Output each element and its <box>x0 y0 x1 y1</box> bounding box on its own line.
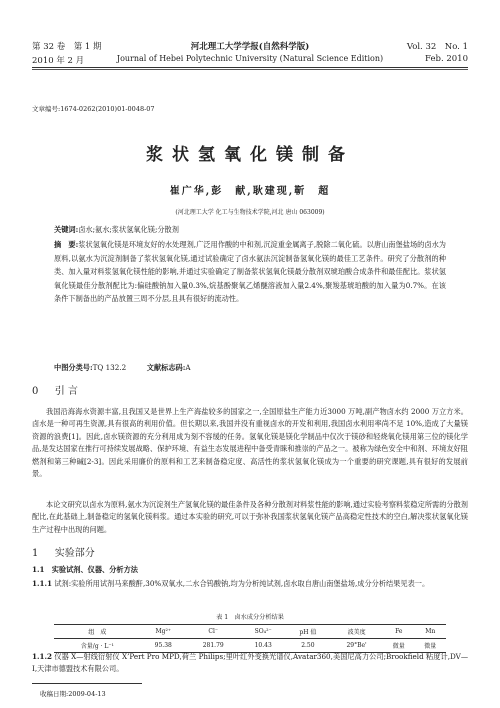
table-header-cell: Mn <box>415 625 446 639</box>
table-cell: 10.43 <box>241 639 286 653</box>
subsection-1-1-1-label: 1.1.1 <box>32 579 53 588</box>
section-0-heading <box>32 382 78 397</box>
table-header-cell: 波美度 <box>330 625 383 639</box>
section-0-number: 0 <box>32 386 39 397</box>
table-cell: 2.50 <box>286 639 330 653</box>
date-en: Feb. 2010 <box>425 54 468 64</box>
table-cell: 281.79 <box>186 639 241 653</box>
abstract-text: 浆状氢氧化镁是环境友好的水处理剂,广泛用作酸的中和剂,沉淀重金属离子,脱除二氧化硫。以唐山南堡盐场的卤水为原料,以氨水为沉淀剂制备了浆状氢氧化镁,通过试验确定了卤水氨法沉淀制备氢氧化镁的最佳工艺条件。研究了分散剂的种类、加入量对料浆氢氧化镁性能的影响,并通过实验确定了制备浆状氢氧化镁最分散剂双琥珀酸合成条件和最佳配比。浆状氢氧化镁最佳分散剂配比为:偏硅酸钠加入量0.3%,烷基酚聚氧乙烯醚溶液加入量2.4%,聚羧基琥珀酸的加入量为0.7%。在该条件下制备出的产品放置三周不分层,且具有很好的流动性。 <box>54 240 446 304</box>
received-date: 收稿日期:2009-04-13 <box>40 690 106 698</box>
intro-paragraph-2: 本论文研究以卤水为原料,氨水为沉淀剂生产氢氧化镁的最佳条件及各种分散剂对料浆性能的影响,通过实验考察料浆稳定所需的分散剂配比,在此基础上,制备稳定的氢氧化镁料浆。通过本实验的研究,可以于弥补我国浆状氢氧化镁产品高稳定性技术的空白,解决浆状氢氧化镁生产过程中出现的问题。 <box>32 500 468 534</box>
subsection-1-1-1 <box>32 578 468 590</box>
table-cell: 微量 <box>415 639 446 653</box>
header-rule-thin <box>32 69 468 70</box>
subsection-1-1-2-label: 1.1.2 <box>32 652 53 661</box>
section-1-heading <box>32 544 95 559</box>
journal-title-cn: 河北理工大学学报(自然科学版) <box>190 42 310 52</box>
table-header-cell: Mg²⁺ <box>141 625 186 639</box>
table-cell: 含量/g · L⁻¹ <box>54 639 141 653</box>
clc-label: 中图分类号: <box>54 363 93 372</box>
table-cell: 微量 <box>383 639 414 653</box>
header-rule <box>32 67 468 68</box>
table-cell: 29°Be' <box>330 639 383 653</box>
table-header-row <box>54 625 446 639</box>
doc-code-label: 文献标志码: <box>146 363 186 372</box>
abstract-label: 摘 要: <box>54 240 79 249</box>
article-number: 文章编号:1674-0262(2010)01-0048-07 <box>32 105 155 113</box>
table-1 <box>54 624 446 653</box>
doc-code-value: A <box>185 363 191 372</box>
intro-paragraph-1: 我国沿海海水资源丰富,且我国又是世界上生产海盐较多的国家之一,全国原盐生产能力近3000 万吨,副产物卤水约 2000 万立方米。卤水是一种可再生资源,具有很高的利用价值。但长期以来,我国并没有重视卤水的开发和利用,我国卤水利用率尚不足 10%,造成了大量镁资源的浪费[1]。因此,卤水镁资源的充分利用成为刻不容缓的任务。氢氧化镁是镁化学制品中仅次于镁砂和轻烧氧化镁用第三位的镁化学品,是发达国家在推行可持续发展战略、保护环境、有益生态发展进程中备受青睐和推崇的产品之一。被称为绿色安全中和剂、环境友好阻燃剂和第三种碱[2-3]。因此采用廉价的原料和工艺来制备稳定度、高活性的浆状氢氧化镁成为一个重要的研究课题,具有很好的发展前景。 <box>32 407 468 479</box>
table-header-cell: pH 值 <box>286 625 330 639</box>
date-cn: 2010 年 2 月 <box>32 56 85 66</box>
subsection-1-1-1-text: 试剂:实验所用试剂马来酸酐,30%双氧水,二水合钨酸钠,均为分析纯试剂,卤水取自唐山南堡盐场,成分分析结果见表一。 <box>54 579 430 588</box>
section-1-number: 1 <box>32 548 39 559</box>
authors: 崔广华,彭 献,耿建现,靳 超 <box>169 186 331 197</box>
table-header-cell: SO₄²⁻ <box>241 625 286 639</box>
table-header-cell: Cl⁻ <box>186 625 241 639</box>
table-1-caption: 表 1 卤水成分分析结果 <box>216 614 284 621</box>
table-cell: 95.38 <box>141 639 186 653</box>
volume-issue-cn: 第 32 卷 第 1 期 <box>32 42 102 52</box>
journal-title-en: Journal of Hebei Polytechnic University (Natural Science Edition) <box>116 54 384 63</box>
keywords-label: 关键词: <box>54 225 79 234</box>
table-header-cell: 组 成 <box>54 625 141 639</box>
classification <box>54 363 191 373</box>
section-0-title: 引 言 <box>54 386 78 397</box>
volume-issue-en: Vol. 32 No. 1 <box>406 42 468 52</box>
subsection-1-1-2 <box>32 651 468 676</box>
keywords-text: 卤水;氨水;浆状氢氧化镁;分散剂 <box>78 225 179 234</box>
footnote-rule <box>32 683 142 684</box>
paper-title: 浆状氢氧化镁制备 <box>146 145 354 165</box>
abstract <box>54 238 446 306</box>
subsection-1-1-heading: 1.1 实验试剂、仪器、分析方法 <box>32 565 138 574</box>
subsection-1-1-2-text: 仪器 X—射线衍射仪 X’Pert Pro MPD,荷兰 Philips;里叶红外变换光谱仪,Avatar360,美国尼高力公司;Brookfield 粘度计,DV—I,天津市德盟技术有限公司。 <box>32 652 469 674</box>
affiliation: (河北理工大学 化工与生物技术学院,河北 唐山 063009) <box>175 209 325 216</box>
section-1-title: 实验部分 <box>54 548 95 559</box>
keywords <box>54 225 179 235</box>
table-header-cell: Fe <box>383 625 414 639</box>
clc-value: TQ 132.2 <box>92 363 127 372</box>
